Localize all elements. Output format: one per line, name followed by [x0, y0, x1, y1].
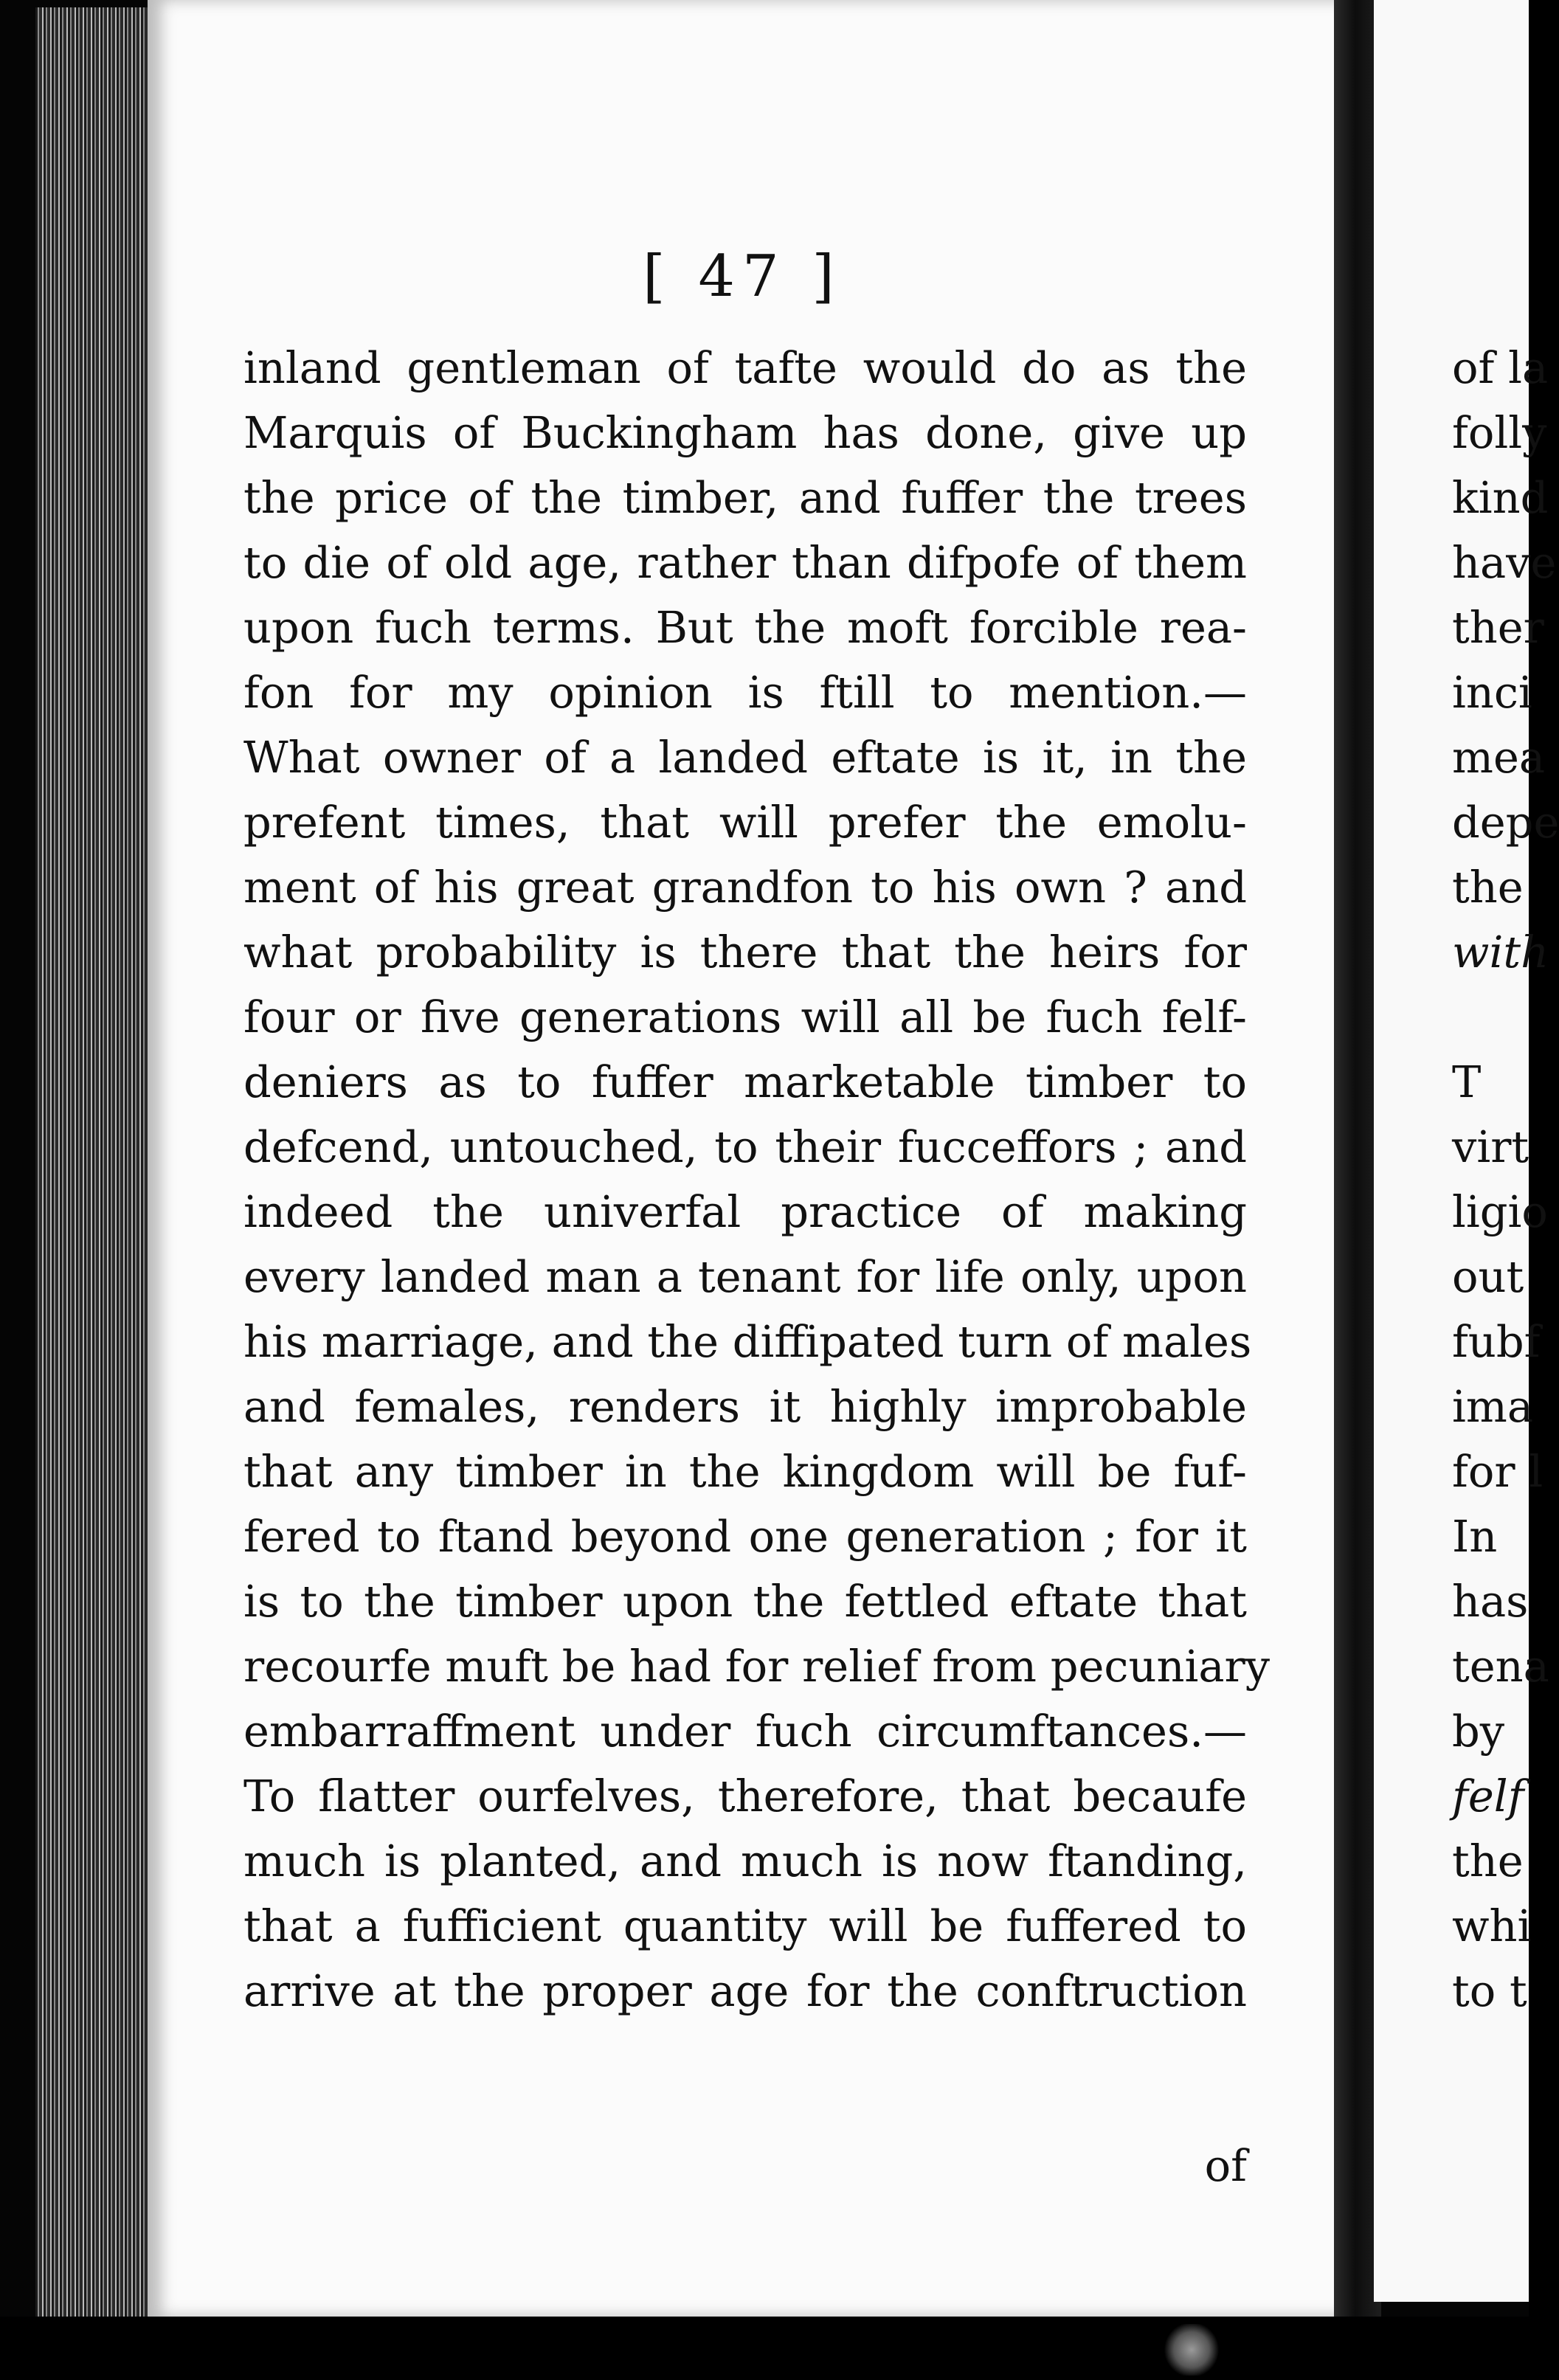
facing-page-fragment: depe: [1452, 797, 1559, 848]
text-line: deniers as to fuffer marketable timber to: [243, 1056, 1247, 1107]
text-line: indeed the univerfal practice of making: [243, 1186, 1247, 1237]
facing-page-fragment: folly: [1452, 407, 1547, 458]
text-line: ment of his great grandfon to his own ? and: [243, 862, 1247, 913]
facing-page-fragment: In: [1452, 1511, 1498, 1562]
facing-page-fragment: felf: [1452, 1771, 1524, 1822]
facing-page-fragment: with: [1452, 927, 1549, 978]
facing-page-fragment: for l: [1452, 1446, 1544, 1497]
facing-page-fragment: the: [1452, 862, 1524, 913]
facing-page-fragment: has: [1452, 1576, 1529, 1627]
facing-page-fragment: whi: [1452, 1900, 1532, 1951]
text-line: What owner of a landed eftate is it, in the: [243, 732, 1247, 783]
text-line: much is planted, and much is now ftanding,: [243, 1836, 1247, 1886]
facing-page-fragment: T: [1452, 1056, 1482, 1107]
text-line: inland gentleman of tafte would do as the: [243, 342, 1247, 393]
facing-page-fragment: kind: [1452, 472, 1549, 523]
text-line: upon fuch terms. But the moft forcible rea-: [243, 602, 1247, 653]
facing-page-text: [1452, 336, 1559, 2024]
text-line: and females, renders it highly improbable: [243, 1381, 1247, 1432]
text-line: what probability is there that the heirs for: [243, 927, 1247, 978]
facing-page-fragment: inci: [1452, 667, 1532, 718]
scan-bottom-border: [0, 2317, 1529, 2380]
facing-page-fragment: of la: [1452, 342, 1549, 393]
facing-page-fragment: mea: [1452, 732, 1546, 783]
text-line: fered to ftand beyond one generation ; for it: [243, 1511, 1247, 1562]
facing-page-fragment: the: [1452, 1836, 1524, 1886]
facing-page-fragment: out: [1452, 1251, 1524, 1302]
text-line: the price of the timber, and fuffer the trees: [243, 472, 1247, 523]
text-line: To flatter ourfelves, therefore, that becaufe: [243, 1771, 1247, 1822]
facing-page-fragment: [1452, 985, 1529, 1050]
text-line: is to the timber upon the fettled eftate that: [243, 1576, 1247, 1627]
text-line: four or five generations will all be fuch felf-: [243, 992, 1247, 1042]
body-text: [243, 336, 1271, 2024]
facing-page-fragment: fubf: [1452, 1316, 1541, 1367]
text-line: that a fufficient quantity will be fuffered to: [243, 1900, 1247, 1951]
facing-page-fragment: by: [1452, 1706, 1505, 1757]
text-line: fon for my opinion is ftill to mention.—: [243, 667, 1247, 718]
text-line: prefent times, that will prefer the emolu-: [243, 797, 1247, 848]
facing-page-fragment: have: [1452, 537, 1557, 588]
facing-page-fragment: tena: [1452, 1641, 1549, 1692]
catchword: of: [1204, 2140, 1247, 2191]
text-line: embarraffment under fuch circumftances.—: [243, 1706, 1247, 1757]
scan-artifact: [1162, 2324, 1221, 2376]
text-line: Marquis of Buckingham has done, give up: [243, 407, 1247, 458]
facing-page-fragment: virt: [1452, 1121, 1529, 1172]
text-line: his marriage, and the diffipated turn of males: [243, 1316, 1252, 1367]
facing-page-fragment: to t: [1452, 1965, 1527, 2016]
facing-page-fragment: ligio: [1452, 1186, 1548, 1237]
text-line: that any timber in the kingdom will be fuf-: [243, 1446, 1247, 1497]
text-line: recourfe muft be had for relief from pecuniary: [243, 1641, 1271, 1692]
text-line: arrive at the proper age for the conftruction: [243, 1965, 1247, 2016]
text-line: every landed man a tenant for life only, upon: [243, 1251, 1247, 1302]
facing-page-fragment: ima: [1452, 1381, 1533, 1432]
page-number: [ 47 ]: [643, 243, 842, 310]
text-line: defcend, untouched, to their fucceffors ; and: [243, 1121, 1247, 1172]
catchword-row: [243, 2134, 1247, 2199]
text-line: to die of old age, rather than difpofe of them: [243, 537, 1247, 588]
facing-page-fragment: ther: [1452, 602, 1544, 653]
